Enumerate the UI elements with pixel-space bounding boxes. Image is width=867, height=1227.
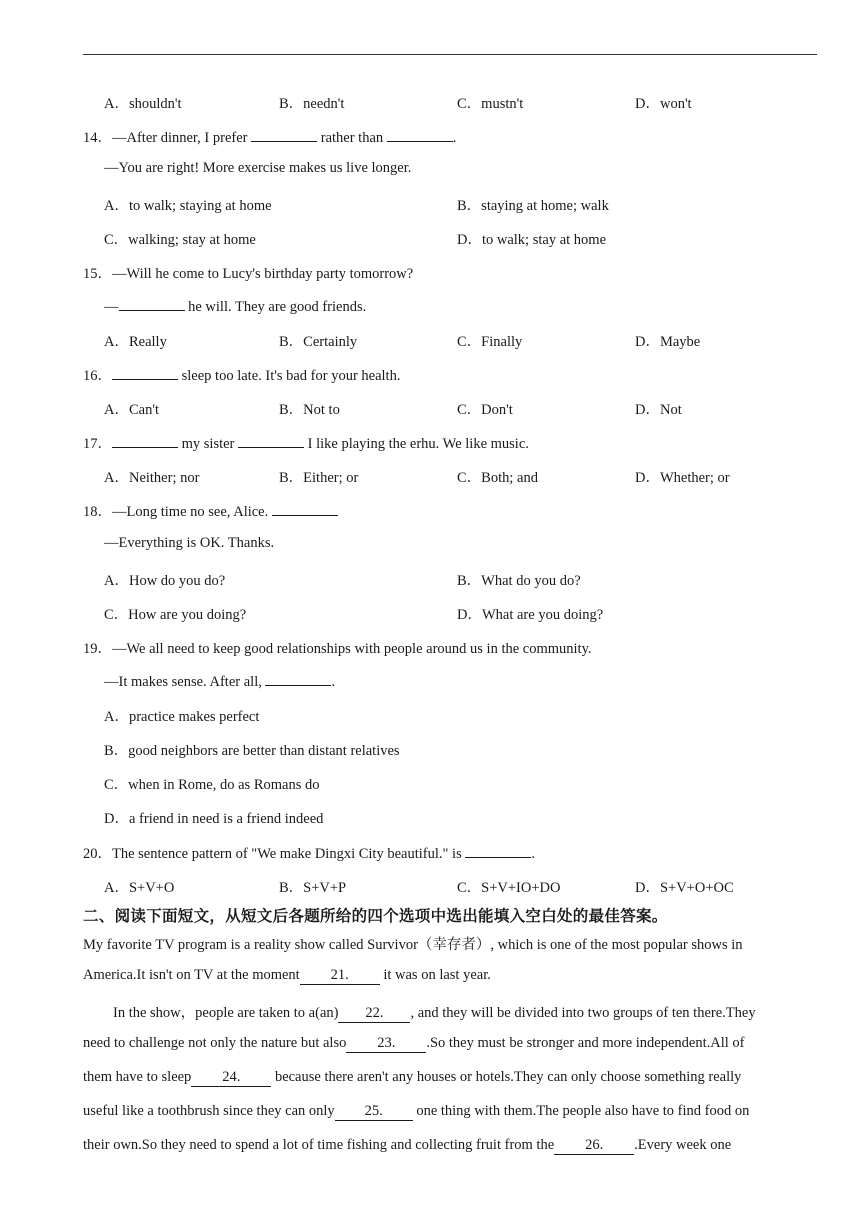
q14-option-d[interactable]: D．to walk; stay at home (457, 232, 607, 248)
q20-option-b[interactable]: B．S+V+P (279, 880, 347, 896)
q17-stem-a: my sister (181, 436, 235, 452)
q17-option-c[interactable]: C．Both; and (457, 470, 538, 486)
q20-number: 20． (83, 846, 112, 862)
q17-option-a[interactable]: A．Neither; nor (104, 470, 200, 486)
q17-stem (83, 432, 529, 453)
q15-blank (119, 296, 185, 311)
section-2-title: 二、阅读下面短文，从短文后各题所给的四个选项中选出能填入空白处的最佳答案。 (83, 907, 668, 925)
passage-line-1 (83, 933, 821, 954)
q20-option-c[interactable]: C．S+V+IO+DO (457, 880, 561, 896)
passage-line-3 (113, 1001, 851, 1023)
q13-option-d[interactable]: D．won't (635, 96, 692, 112)
q15-option-a[interactable]: A．Really (104, 334, 167, 350)
passage-line-2 (83, 967, 821, 985)
passage-line-7 (83, 1137, 821, 1155)
passage-text: one thing with them.The people also have to find food on (412, 1103, 750, 1119)
q16-option-c[interactable]: C．Don't (457, 402, 513, 418)
passage-text: it was on last year. (379, 967, 491, 983)
q14-option-b[interactable]: B．staying at home; walk (457, 198, 609, 214)
q15-option-c[interactable]: C．Finally (457, 334, 523, 350)
passage-text: because there aren't any houses or hotels.They can only choose something really (271, 1069, 742, 1085)
q19-reply (104, 671, 335, 691)
q14-option-c[interactable]: C．walking; stay at home (104, 232, 256, 248)
q14-blank-2 (387, 127, 453, 142)
passage-line-4 (83, 1035, 821, 1053)
q17-blank-2 (238, 433, 304, 448)
cloze-blank-26[interactable]: 26. (554, 1137, 634, 1155)
q14-stem-c: . (452, 130, 457, 146)
q18-stem-text: —Long time no see, Alice. (112, 504, 269, 520)
passage-text: .Every week one (634, 1137, 732, 1153)
q17-stem-b: I like playing the erhu. We like music. (307, 436, 529, 452)
q15-stem-text: —Will he come to Lucy's birthday party tomorrow? (112, 266, 414, 282)
q14-stem (83, 126, 456, 147)
q14-stem-a: —After dinner, I prefer (112, 130, 248, 146)
q15-reply-a: — (104, 299, 119, 315)
q20-stem (83, 842, 535, 863)
cloze-blank-24[interactable]: 24. (191, 1069, 271, 1087)
q17-option-b[interactable]: B．Either; or (279, 470, 359, 486)
q19-option-b[interactable]: B．good neighbors are better than distant relatives (104, 743, 400, 759)
q18-option-d[interactable]: D．What are you doing? (457, 607, 604, 623)
q13-option-c[interactable]: C．mustn't (457, 96, 524, 112)
q16-blank (112, 365, 178, 380)
q19-reply-b: . (331, 674, 336, 690)
q18-option-a[interactable]: A．How do you do? (104, 573, 226, 589)
q14-blank-1 (251, 127, 317, 142)
q13-option-b[interactable]: B．needn't (279, 96, 345, 112)
q14-stem-b: rather than (320, 130, 384, 146)
q16-stem-text: sleep too late. It's bad for your health. (181, 368, 401, 384)
q16-number: 16． (83, 368, 112, 384)
cloze-blank-25[interactable]: 25. (335, 1103, 413, 1121)
q19-stem (83, 637, 592, 658)
passage-text: , and they will be divided into two groups of ten there.They (410, 1005, 756, 1021)
q19-blank (265, 671, 331, 686)
cloze-blank-23[interactable]: 23. (346, 1035, 426, 1053)
passage-text: their own.So they need to spend a lot of time fishing and collecting fruit from the (83, 1137, 555, 1153)
q19-option-c[interactable]: C．when in Rome, do as Romans do (104, 777, 320, 793)
q14-number: 14． (83, 130, 112, 146)
q19-option-d[interactable]: D．a friend in need is a friend indeed (104, 811, 324, 827)
q20-option-a[interactable]: A．S+V+O (104, 880, 175, 896)
passage-line-5 (83, 1069, 821, 1087)
q16-option-b[interactable]: B．Not to (279, 402, 340, 418)
cloze-blank-21[interactable]: 21. (300, 967, 380, 985)
q19-option-a[interactable]: A．practice makes perfect (104, 709, 260, 725)
q18-blank (272, 501, 338, 516)
passage-line-6 (83, 1103, 821, 1121)
passage-text: In the show，people are taken to a(an) (113, 1005, 339, 1021)
q16-stem (83, 364, 400, 385)
q17-blank-1 (112, 433, 178, 448)
q15-stem (83, 262, 413, 283)
q17-option-d[interactable]: D．Whether; or (635, 470, 730, 486)
passage-text: need to challenge not only the nature but also (83, 1035, 347, 1051)
q18-number: 18． (83, 504, 112, 520)
q17-number: 17． (83, 436, 112, 452)
q18-reply: —Everything is OK. Thanks. (104, 535, 275, 551)
q16-option-d[interactable]: D．Not (635, 402, 682, 418)
passage-text: My favorite TV program is a reality show called Survivor（幸存者）, which is one of the most popular shows in (83, 937, 743, 953)
q18-option-b[interactable]: B．What do you do? (457, 573, 581, 589)
q16-option-a[interactable]: A．Can't (104, 402, 159, 418)
q14-option-a[interactable]: A．to walk; staying at home (104, 198, 272, 214)
q15-number: 15． (83, 266, 112, 282)
q18-option-c[interactable]: C．How are you doing? (104, 607, 247, 623)
q15-reply-b: he will. They are good friends. (188, 299, 367, 315)
passage-text: America.It isn't on TV at the moment (83, 967, 300, 983)
q15-option-d[interactable]: D．Maybe (635, 334, 701, 350)
q19-number: 19． (83, 641, 112, 657)
q13-option-a[interactable]: A．shouldn't (104, 96, 182, 112)
q19-stem-text: —We all need to keep good relationships with people around us in the community. (112, 641, 592, 657)
header-rule (83, 54, 817, 55)
q14-reply: —You are right! More exercise makes us live longer. (104, 160, 412, 176)
passage-text: them have to sleep (83, 1069, 192, 1085)
q20-stem-b: . (531, 846, 535, 862)
q20-option-d[interactable]: D．S+V+O+OC (635, 880, 734, 896)
passage-text: useful like a toothbrush since they can only (83, 1103, 335, 1119)
q20-stem-a: The sentence pattern of "We make Dingxi City beautiful." is (112, 846, 462, 862)
q15-option-b[interactable]: B．Certainly (279, 334, 358, 350)
cloze-blank-22[interactable]: 22. (338, 1005, 410, 1023)
q15-reply (104, 296, 366, 316)
q18-stem (83, 500, 338, 521)
q20-blank (465, 843, 531, 858)
passage-text: .So they must be stronger and more independent.All of (426, 1035, 745, 1051)
q19-reply-a: —It makes sense. After all, (104, 674, 262, 690)
